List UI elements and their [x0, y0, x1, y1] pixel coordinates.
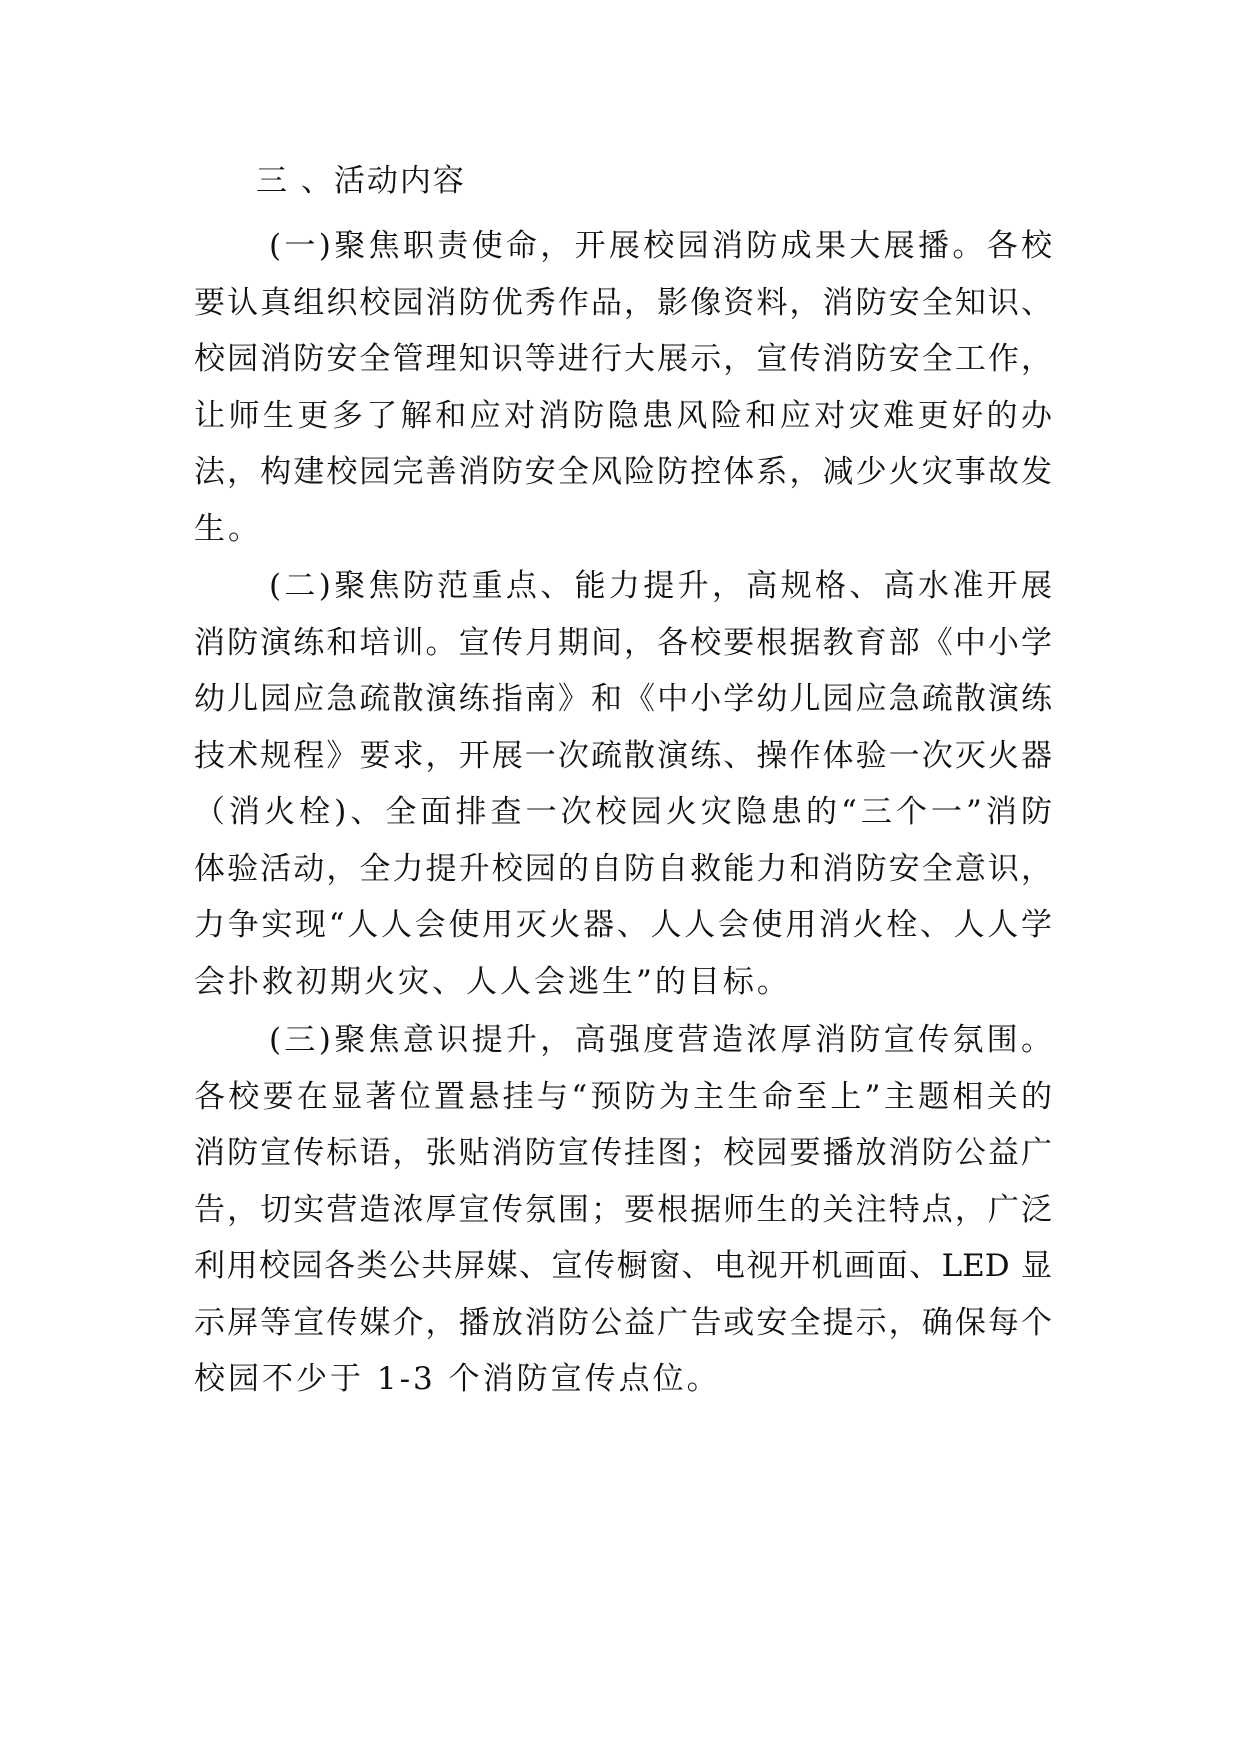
paragraph-3 — [194, 1012, 1052, 1408]
paragraph-line: 生。 — [194, 510, 262, 547]
paragraph-line: 校园不少于 1-3 个消防宣传点位。 — [194, 1361, 721, 1397]
paragraph-line: (一)聚焦职责使命，开展校园消防成果大展播。各校 — [269, 228, 1052, 264]
paragraph-line: （消火栓)、全面排查一次校园火灾隐患的“三个一”消防 — [194, 794, 1052, 830]
paragraph-line: 幼儿园应急疏散演练指南》和《中小学幼儿园应急疏散演练 — [194, 681, 1052, 717]
paragraph-line: 要认真组织校园消防优秀作品，影像资料，消防安全知识、 — [194, 284, 1052, 321]
paragraph-line: 技术规程》要求，开展一次疏散演练、操作体验一次灭火器 — [194, 737, 1052, 774]
paragraph-line: 消防宣传标语，张贴消防宣传挂图；校园要播放消防公益广 — [194, 1135, 1052, 1171]
paragraph-line: 告，切实营造浓厚宣传氛围；要根据师生的关注特点，广泛 — [194, 1191, 1052, 1228]
paragraph-line: 力争实现“人人会使用灭火器、人人会使用消火栓、人人学 — [194, 907, 1052, 943]
paragraph-line: 示屏等宣传媒介，播放消防公益广告或安全提示，确保每个 — [194, 1304, 1052, 1341]
paragraph-line: 会扑救初期火灾、人人会逃生”的目标。 — [194, 963, 791, 1000]
paragraph-line: 消防演练和培训。宣传月期间，各校要根据教育部《中小学 — [194, 624, 1052, 661]
section-heading: 三 、活动内容 — [256, 163, 466, 199]
paragraph-line: 让师生更多了解和应对消防隐患风险和应对灾难更好的办 — [194, 397, 1052, 434]
paragraph-1 — [194, 218, 1052, 557]
paragraph-line: 利用校园各类公共屏媒、宣传橱窗、电视开机画面、LED 显 — [194, 1248, 1052, 1284]
paragraph-2 — [194, 558, 1052, 1010]
paragraph-line: (二)聚焦防范重点、能力提升，高规格、高水准开展 — [269, 568, 1052, 604]
paragraph-line: 法，构建校园完善消防安全风险防控体系，减少火灾事故发 — [194, 454, 1052, 490]
paragraph-line: 体验活动，全力提升校园的自防自救能力和消防安全意识， — [194, 850, 1052, 887]
paragraph-line: (三)聚焦意识提升，高强度营造浓厚消防宣传氛围。 — [269, 1022, 1052, 1058]
paragraph-line: 各校要在显著位置悬挂与“预防为主生命至上”主题相关的 — [194, 1078, 1052, 1115]
paragraph-line: 校园消防安全管理知识等进行大展示，宣传消防安全工作， — [194, 341, 1052, 377]
